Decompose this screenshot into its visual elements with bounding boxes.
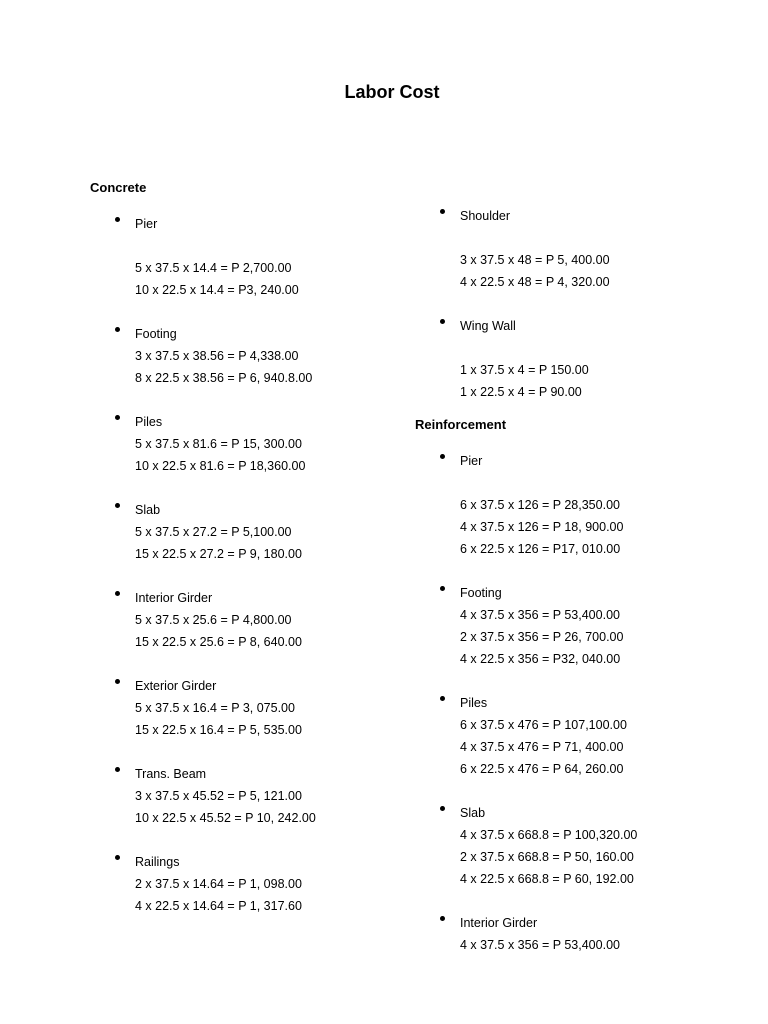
calculation-line: 15 x 22.5 x 27.2 = P 9, 180.00 (135, 547, 302, 561)
item-label: Piles (460, 696, 488, 710)
list-item (90, 323, 316, 389)
item-label: Piles (135, 415, 163, 429)
item-label: Trans. Beam (135, 767, 207, 781)
list-item (90, 587, 316, 653)
calculation-line: 2 x 37.5 x 356 = P 26, 700.00 (460, 630, 624, 644)
list-item (415, 450, 637, 560)
calculation-line: 6 x 37.5 x 126 = P 28,350.00 (460, 498, 620, 512)
calculation-line: 4 x 37.5 x 356 = P 53,400.00 (460, 608, 620, 622)
calculation-line: 10 x 22.5 x 81.6 = P 18,360.00 (135, 459, 306, 473)
calculation-line: 6 x 22.5 x 126 = P17, 010.00 (460, 542, 621, 556)
item-label: Pier (135, 217, 158, 231)
calculation-line: 3 x 37.5 x 38.56 = P 4,338.00 (135, 349, 299, 363)
list-item (90, 675, 316, 741)
bullet-icon (440, 586, 445, 591)
list-item (415, 692, 637, 780)
item-label: Wing Wall (460, 319, 516, 333)
calculation-line: 4 x 37.5 x 476 = P 71, 400.00 (460, 740, 624, 754)
calculation-line: 5 x 37.5 x 25.6 = P 4,800.00 (135, 613, 292, 627)
calculation-line: 10 x 22.5 x 14.4 = P3, 240.00 (135, 283, 299, 297)
calculation-line: 4 x 37.5 x 126 = P 18, 900.00 (460, 520, 624, 534)
item-label: Pier (460, 454, 483, 468)
calculation-line: 4 x 37.5 x 356 = P 53,400.00 (460, 938, 620, 952)
calculation-line: 4 x 37.5 x 668.8 = P 100,320.00 (460, 828, 638, 842)
item-label: Slab (135, 503, 161, 517)
calculation-line: 4 x 22.5 x 668.8 = P 60, 192.00 (460, 872, 634, 886)
item-label: Railings (135, 855, 180, 869)
item-label: Slab (460, 806, 486, 820)
reinforcement-list (415, 450, 637, 956)
bullet-icon (115, 415, 120, 420)
calculation-line: 6 x 37.5 x 476 = P 107,100.00 (460, 718, 627, 732)
concrete-list (90, 213, 316, 917)
item-label: Interior Girder (135, 591, 213, 605)
calculation-line: 5 x 37.5 x 81.6 = P 15, 300.00 (135, 437, 302, 451)
item-label: Footing (135, 327, 177, 341)
list-item (415, 802, 637, 890)
calculation-line: 5 x 37.5 x 27.2 = P 5,100.00 (135, 525, 292, 539)
calculation-line: 3 x 37.5 x 48 = P 5, 400.00 (460, 253, 610, 267)
calculation-line: 1 x 22.5 x 4 = P 90.00 (460, 385, 582, 399)
bullet-icon (440, 209, 445, 214)
calculation-line: 3 x 37.5 x 45.52 = P 5, 121.00 (135, 789, 302, 803)
item-label: Interior Girder (460, 916, 538, 930)
bullet-icon (440, 916, 445, 921)
bullet-icon (440, 454, 445, 459)
page-title: Labor Cost (344, 82, 440, 102)
calculation-line: 15 x 22.5 x 25.6 = P 8, 640.00 (135, 635, 302, 649)
list-item (90, 213, 316, 301)
bullet-icon (115, 767, 120, 772)
right-top-list (415, 205, 610, 403)
calculation-line: 4 x 22.5 x 48 = P 4, 320.00 (460, 275, 610, 289)
bullet-icon (115, 217, 120, 222)
calculation-line: 8 x 22.5 x 38.56 = P 6, 940.8.00 (135, 371, 313, 385)
calculation-line: 1 x 37.5 x 4 = P 150.00 (460, 363, 589, 377)
list-item (90, 763, 316, 829)
calculation-line: 5 x 37.5 x 16.4 = P 3, 075.00 (135, 701, 295, 715)
item-label: Footing (460, 586, 502, 600)
list-item (90, 499, 316, 565)
calculation-line: 4 x 22.5 x 14.64 = P 1, 317.60 (135, 899, 302, 913)
section-heading-reinforcement: Reinforcement (415, 417, 507, 432)
calculation-line: 5 x 37.5 x 14.4 = P 2,700.00 (135, 261, 292, 275)
bullet-icon (440, 806, 445, 811)
list-item (415, 315, 610, 403)
bullet-icon (440, 696, 445, 701)
section-heading-concrete: Concrete (90, 180, 147, 195)
calculation-line: 6 x 22.5 x 476 = P 64, 260.00 (460, 762, 624, 776)
item-label: Exterior Girder (135, 679, 217, 693)
list-item (415, 912, 637, 956)
calculation-line: 2 x 37.5 x 668.8 = P 50, 160.00 (460, 850, 634, 864)
calculation-line: 4 x 22.5 x 356 = P32, 040.00 (460, 652, 621, 666)
bullet-icon (440, 319, 445, 324)
list-item (90, 851, 316, 917)
bullet-icon (115, 591, 120, 596)
bullet-icon (115, 327, 120, 332)
calculation-line: 10 x 22.5 x 45.52 = P 10, 242.00 (135, 811, 316, 825)
list-item (415, 205, 610, 293)
bullet-icon (115, 503, 120, 508)
calculation-line: 2 x 37.5 x 14.64 = P 1, 098.00 (135, 877, 302, 891)
bullet-icon (115, 855, 120, 860)
item-label: Shoulder (460, 209, 511, 223)
list-item (415, 582, 637, 670)
bullet-icon (115, 679, 120, 684)
list-item (90, 411, 316, 477)
calculation-line: 15 x 22.5 x 16.4 = P 5, 535.00 (135, 723, 302, 737)
